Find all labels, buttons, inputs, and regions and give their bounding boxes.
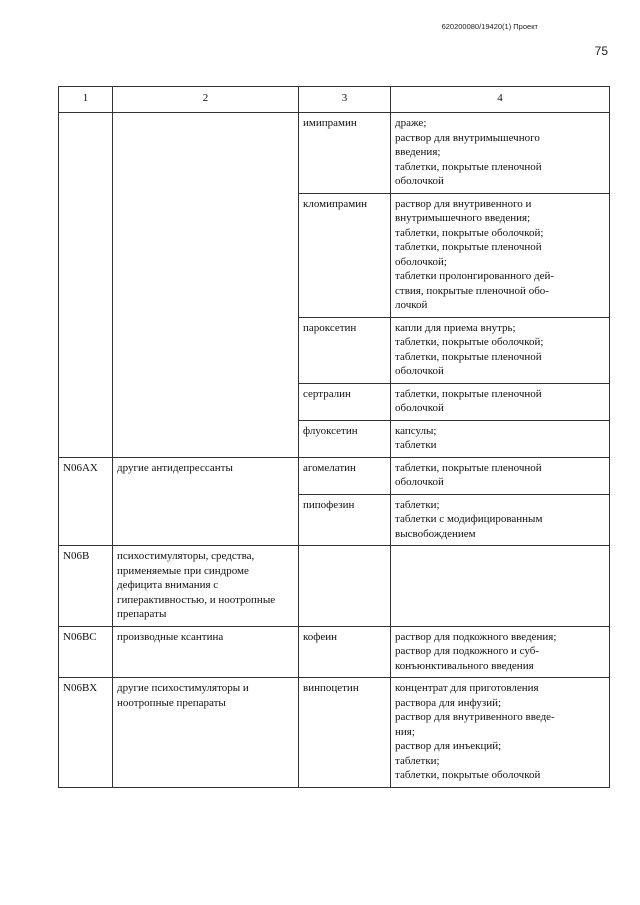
dosage-form-line: драже; — [395, 117, 427, 129]
drug-name-cell: пароксетин — [299, 317, 391, 383]
dosage-forms-cell — [391, 494, 610, 546]
dosage-form-line: оболочкой — [395, 476, 444, 488]
dosage-form-line: раствор для инъекций; — [395, 740, 502, 752]
dosage-form-line: таблетки, покрытые оболочкой; — [395, 226, 544, 239]
dosage-form-line: внутримышечного введения; — [395, 212, 531, 224]
dosage-form-line: раствор для подкожного введения; — [395, 630, 557, 643]
drug-name-cell: кофеин — [299, 626, 391, 678]
dosage-form-line: оболочкой — [395, 365, 444, 377]
dosage-forms-cell — [391, 383, 610, 420]
dosage-forms-cell — [391, 113, 610, 194]
drug-name-cell: агомелатин — [299, 457, 391, 494]
dosage-form-line: таблетки с модифицированным — [395, 513, 543, 525]
dosage-form-line: таблетки — [395, 439, 437, 451]
page-number: 75 — [594, 44, 608, 58]
drug-name-cell: флуоксетин — [299, 420, 391, 457]
drug-name-cell: кломипрамин — [299, 193, 391, 317]
dosage-form-line: капли для приема внутрь; — [395, 321, 516, 334]
dosage-form-line: раствор для внутривенного и — [395, 197, 532, 210]
dosage-form-line: капсулы; — [395, 424, 437, 437]
dosage-form-line: таблетки; — [395, 498, 440, 511]
dosage-form-line: таблетки, покрытые оболочкой; — [395, 336, 544, 348]
group-name-cell — [113, 113, 299, 458]
column-header-2: 2 — [113, 87, 299, 113]
dosage-form-line: раствор для подкожного и суб- — [395, 645, 539, 657]
group-name-cell: другие психостимуляторы и ноотропные препараты — [113, 678, 299, 788]
table-row — [59, 457, 610, 494]
drug-classification-table — [58, 86, 610, 788]
dosage-form-line: таблетки, покрытые пленочной — [395, 160, 542, 173]
atc-code-cell — [59, 113, 113, 458]
dosage-form-line: введения; — [395, 146, 441, 158]
dosage-form-line: таблетки; — [395, 754, 440, 767]
drug-name-cell: имипрамин — [299, 113, 391, 194]
table-row — [59, 546, 610, 627]
dosage-form-line: раствора для инфузий; — [395, 696, 502, 709]
dosage-forms-cell — [391, 457, 610, 494]
dosage-form-line: лочкой — [395, 299, 428, 311]
drug-name-cell: пипофезин — [299, 494, 391, 546]
dosage-form-line: таблетки, покрытые пленочной — [395, 461, 542, 474]
atc-code-cell: N06B — [59, 546, 113, 627]
dosage-form-line: высвобождением — [395, 527, 476, 540]
dosage-form-line: раствор для внутривенного введе- — [395, 711, 555, 723]
dosage-forms-cell — [391, 193, 610, 317]
dosage-form-line: оболочкой — [395, 402, 444, 414]
dosage-forms-cell — [391, 420, 610, 457]
document-code: 620200080/19420(1) Проект — [441, 22, 538, 31]
dosage-form-line: таблетки, покрытые пленочной — [395, 387, 542, 400]
dosage-form-line: таблетки, покрытые оболочкой — [395, 769, 541, 781]
group-name-cell: другие антидепрессанты — [113, 457, 299, 546]
dosage-form-line: оболочкой — [395, 175, 444, 187]
drug-name-cell — [299, 546, 391, 627]
column-header-3: 3 — [299, 87, 391, 113]
atc-code-cell: N06BC — [59, 626, 113, 678]
column-header-4: 4 — [391, 87, 610, 113]
table-header-row — [59, 87, 610, 113]
drug-name-cell: винпоцетин — [299, 678, 391, 788]
drug-name-cell: сертралин — [299, 383, 391, 420]
dosage-form-line: раствор для внутримышечного — [395, 131, 540, 144]
table-row — [59, 626, 610, 678]
dosage-form-line: таблетки, покрытые пленочной — [395, 350, 542, 363]
table-body — [59, 113, 610, 788]
table-row — [59, 113, 610, 194]
dosage-forms-cell — [391, 317, 610, 383]
group-name-cell: психостимуляторы, средства, применяемые при синдроме дефицита внимания с гиперактивностью, и ноотропные препараты — [113, 546, 299, 627]
column-header-1: 1 — [59, 87, 113, 113]
table-row — [59, 678, 610, 788]
dosage-forms-cell — [391, 626, 610, 678]
dosage-form-line: таблетки пролонгированного дей- — [395, 270, 555, 282]
atc-code-cell: N06AX — [59, 457, 113, 546]
group-name-cell: производные ксантина — [113, 626, 299, 678]
dosage-form-line: оболочкой; — [395, 255, 447, 268]
atc-code-cell: N06BX — [59, 678, 113, 788]
dosage-forms-cell — [391, 678, 610, 788]
dosage-forms-cell — [391, 546, 610, 627]
dosage-form-line: конъюнктивального введения — [395, 659, 534, 672]
dosage-form-line: концентрат для приготовления — [395, 682, 539, 694]
dosage-form-line: ния; — [395, 725, 415, 738]
dosage-form-line: таблетки, покрытые пленочной — [395, 241, 542, 253]
dosage-form-line: ствия, покрытые пленочной обо- — [395, 284, 549, 297]
